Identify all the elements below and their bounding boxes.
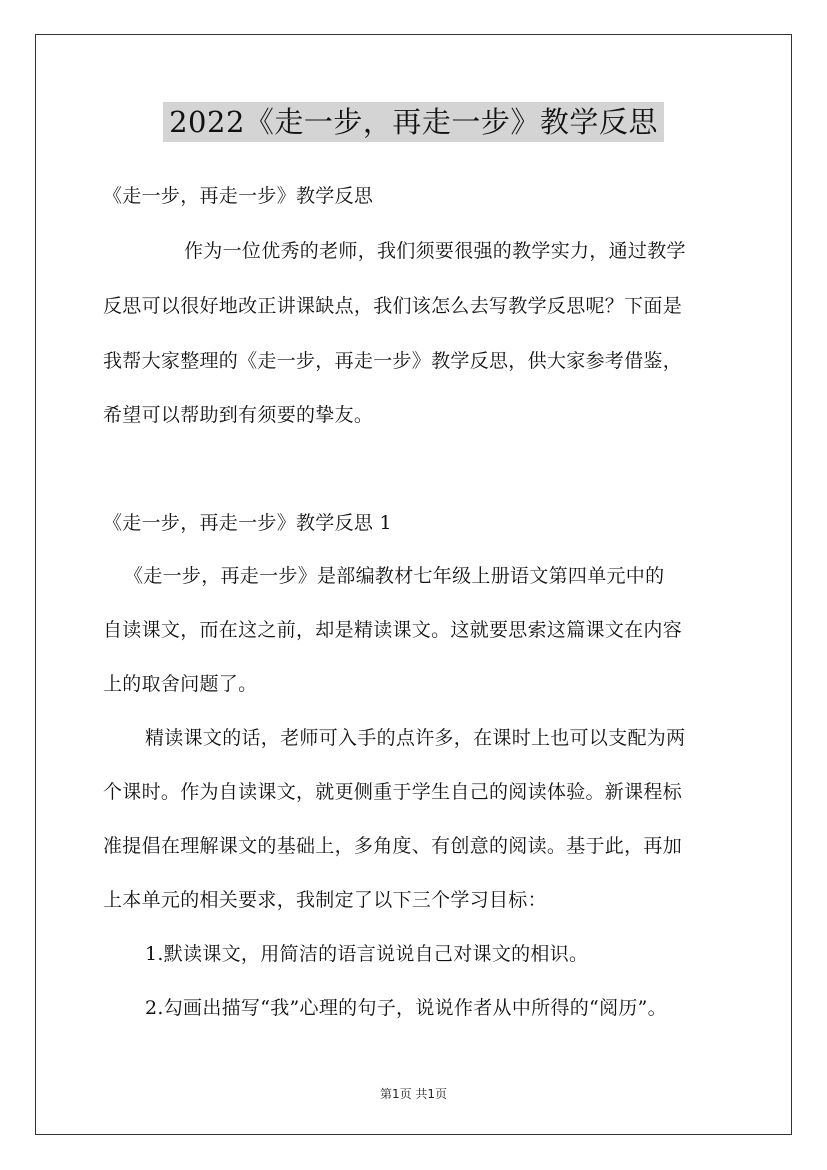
page-footer: 第1页 共1页: [379, 1087, 448, 1101]
document-title: 2022《走一步，再走一步》教学反思: [163, 102, 664, 142]
section-heading: 《走一步，再走一步》教学反思 1: [103, 512, 392, 534]
intro-line-2: 反思可以很好地改正讲课缺点，我们该怎么去写教学反思呢？下面是: [103, 295, 683, 317]
intro-line-4: 希望可以帮助到有须要的挚友。: [103, 404, 374, 426]
goal-item-2: 2.勾画出描写“我”心理的句子，说说作者从中所得的“阅历”。: [145, 997, 667, 1019]
para2-line-4: 上本单元的相关要求，我制定了以下三个学习目标：: [103, 889, 547, 911]
para2-line-1: 精读课文的话，老师可入手的点许多，在课时上也可以支配为两: [145, 727, 686, 749]
title-container: [0, 102, 827, 142]
subtitle: 《走一步，再走一步》教学反思: [103, 185, 374, 207]
para2-line-3: 准提倡在理解课文的基础上，多角度、有创意的阅读。基于此，再加: [103, 835, 683, 857]
para1-line-3: 上的取舍问题了。: [103, 673, 258, 695]
intro-line-3: 我帮大家整理的《走一步，再走一步》教学反思，供大家参考借鉴，: [103, 350, 683, 372]
para1-line-2: 自读课文，而在这之前，却是精读课文。这就要思索这篇课文在内容: [103, 619, 683, 641]
para2-line-2: 个课时。作为自读课文，就更侧重于学生自己的阅读体验。新课程标: [103, 781, 683, 803]
para1-line-1: 《走一步，再走一步》是部编教材七年级上册语文第四单元中的: [124, 565, 665, 587]
goal-item-1: 1.默读课文，用简洁的语言说说自己对课文的相识。: [145, 943, 589, 965]
intro-line-1: 作为一位优秀的老师，我们须要很强的教学实力，通过教学: [184, 240, 686, 262]
